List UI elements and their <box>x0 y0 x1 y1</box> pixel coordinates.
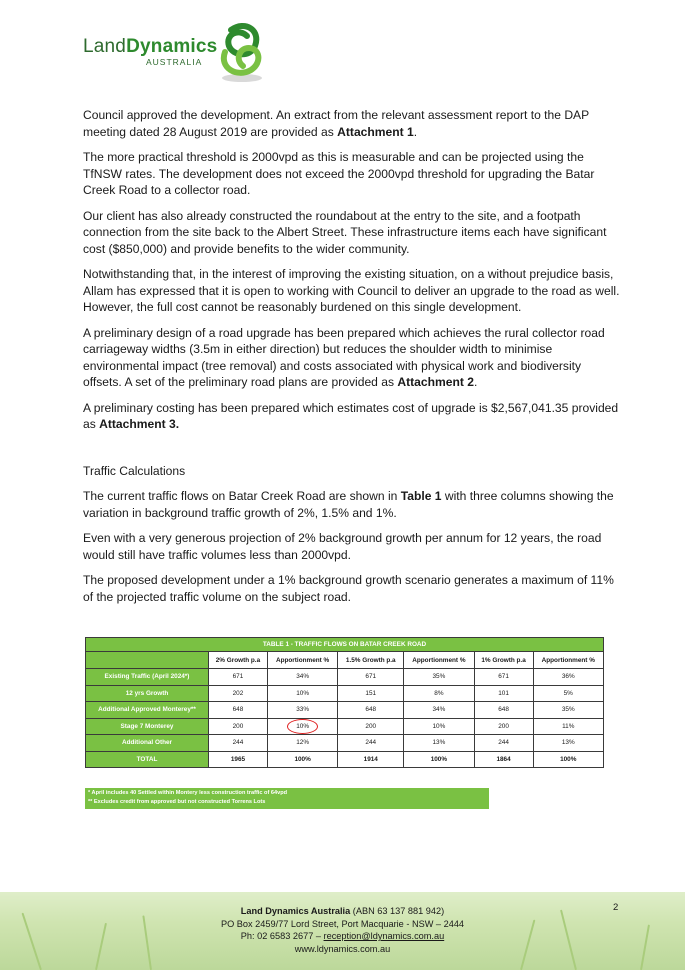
table-cell: 34% <box>404 702 474 719</box>
table-note: * April includes 40 Settled within Montery less construction traffic of 64vpd <box>88 790 288 796</box>
red-circle-highlight: 10% <box>287 719 318 734</box>
table-cell: 100% <box>404 751 474 768</box>
row-label: Additional Approved Monterey** <box>86 702 209 719</box>
table-cell: 35% <box>404 669 474 686</box>
footer-company-line: Land Dynamics Australia (ABN 63 137 881 942) <box>240 906 445 916</box>
table-note: ** Excludes credit from approved but not constructed Torrens Lots <box>88 799 266 805</box>
table-header-row <box>86 652 604 669</box>
table-cell: 671 <box>474 669 533 686</box>
table-cell: 1914 <box>338 751 404 768</box>
table-cell: 648 <box>338 702 404 719</box>
table-row <box>86 669 604 686</box>
row-label: TOTAL <box>86 751 209 768</box>
email-link[interactable]: reception@ldynamics.com.au <box>323 931 445 941</box>
table-notes <box>85 788 489 809</box>
table-cell: 244 <box>209 735 268 752</box>
table-cell: 202 <box>209 685 268 702</box>
page-number: 2 <box>613 902 619 913</box>
table-cell: 151 <box>338 685 404 702</box>
paragraph: The proposed development under a 1% background growth scenario generates a maximum of 11% of the projected traffic volume on the subject road. <box>83 573 614 604</box>
table-header: 1% Growth p.a <box>474 652 533 669</box>
table-cell: 671 <box>209 669 268 686</box>
table-cell: 35% <box>533 702 603 719</box>
logo-wordmark: LandDynamics <box>83 36 218 57</box>
row-label: Existing Traffic (April 2024*) <box>86 669 209 686</box>
table-cell: 10% <box>404 718 474 735</box>
table-header: 2% Growth p.a <box>209 652 268 669</box>
table-cell: 671 <box>338 669 404 686</box>
table-cell: 244 <box>338 735 404 752</box>
row-label: 12 yrs Growth <box>86 685 209 702</box>
footer-website[interactable]: www.ldynamics.com.au <box>294 943 391 954</box>
table-cell: 1864 <box>474 751 533 768</box>
table-header: Apportionment % <box>404 652 474 669</box>
row-label: Stage 7 Monterey <box>86 718 209 735</box>
footer-contact <box>0 905 685 955</box>
paragraph: The more practical threshold is 2000vpd as this is measurable and can be projected using the TfNSW rates. The development does not exceed the 2000vpd threshold for upgrading the Batar Creek Road to a collector road. <box>83 150 595 197</box>
table-cell-highlighted <box>267 718 337 735</box>
company-logo <box>83 22 273 92</box>
table-cell: 13% <box>533 735 603 752</box>
letter-body <box>83 107 623 614</box>
table-cell: 648 <box>209 702 268 719</box>
traffic-flows-table <box>85 637 604 768</box>
paragraph: A preliminary costing has been prepared which estimates cost of upgrade is $2,567,041.35 provided as Attachment 3. <box>83 400 619 431</box>
paragraph: The current traffic flows on Batar Creek Road are shown in Table 1 with three columns showing the variation in background traffic growth of 2%, 1.5% and 1%. <box>83 489 614 520</box>
paragraph: A preliminary design of a road upgrade has been prepared which achieves the rural collector road carriageway widths (3.5m in either direction) but reduces the shoulder width to minimise environmental impact (tree removal) and costs associated with physical work and biodiversity offsets. A set of the preliminary road plans are provided as Attachment 2. <box>83 325 605 389</box>
paragraph: Notwithstanding that, in the interest of improving the existing situation, on a without prejudice basis, Allam has expressed that it is open to working with Council to deliver an upgrade to the road as well. However, the full cost cannot be reasonably burdened on this single development. <box>83 267 620 314</box>
table-cell: 8% <box>404 685 474 702</box>
footer-address: PO Box 2459/77 Lord Street, Port Macquarie - NSW – 2444 <box>220 918 465 929</box>
table-cell: 100% <box>533 751 603 768</box>
table-cell: 5% <box>533 685 603 702</box>
row-label: Additional Other <box>86 735 209 752</box>
table-header: Apportionment % <box>533 652 603 669</box>
table-cell: 33% <box>267 702 337 719</box>
table-total-row <box>86 751 604 768</box>
table-cell: 244 <box>474 735 533 752</box>
table-cell: 101 <box>474 685 533 702</box>
table-cell: 648 <box>474 702 533 719</box>
table-cell: 12% <box>267 735 337 752</box>
knot-logo-icon <box>215 22 271 84</box>
section-heading: Traffic Calculations <box>83 463 186 478</box>
table-cell: 1965 <box>209 751 268 768</box>
table-row <box>86 718 604 735</box>
paragraph: Council approved the development. An extract from the relevant assessment report to the DAP meeting dated 28 August 2019 are provided as Attachment 1. <box>83 108 589 139</box>
paragraph: Our client has also already constructed the roundabout at the entry to the site, and a footpath connection from the site back to the Albert Street. These infrastructure items each have significant cost ($850,000) and provide benefits to the wider community. <box>83 208 607 256</box>
table-title-row <box>86 638 604 652</box>
table-title: TABLE 1 - TRAFFIC FLOWS ON BATAR CREEK ROAD <box>86 638 604 652</box>
table-row <box>86 702 604 719</box>
table-row <box>86 685 604 702</box>
logo-subtitle: AUSTRALIA <box>146 57 203 67</box>
table-header: 1.5% Growth p.a <box>338 652 404 669</box>
table-cell: 11% <box>533 718 603 735</box>
table-cell: 200 <box>474 718 533 735</box>
table-cell: 200 <box>209 718 268 735</box>
table-cell: 13% <box>404 735 474 752</box>
paragraph: Even with a very generous projection of 2% background growth per annum for 12 years, the road would still have traffic volumes less than 2000vpd. <box>83 531 602 562</box>
table-cell: 200 <box>338 718 404 735</box>
table-cell: 36% <box>533 669 603 686</box>
footer-phone-line: Ph: 02 6583 2677 – reception@ldynamics.com.au <box>240 931 445 941</box>
table-cell: 10% <box>267 685 337 702</box>
table-header-blank <box>86 652 209 669</box>
table-cell: 100% <box>267 751 337 768</box>
table-row <box>86 735 604 752</box>
table-cell: 34% <box>267 669 337 686</box>
table-header: Apportionment % <box>267 652 337 669</box>
